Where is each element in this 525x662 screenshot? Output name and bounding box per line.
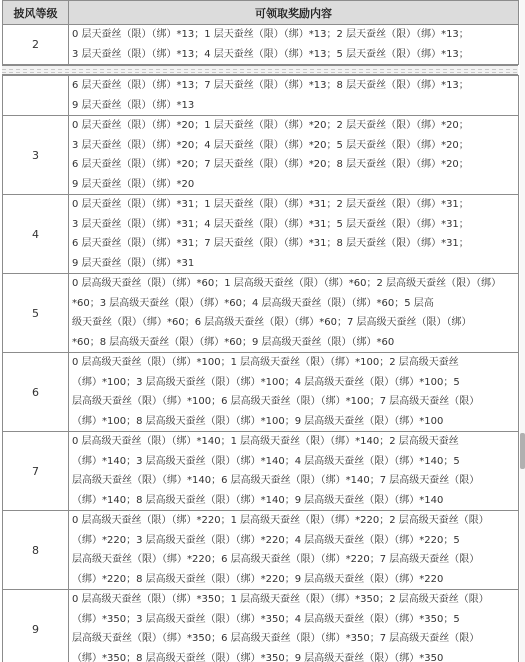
level-cell: 8 <box>3 511 69 590</box>
reward-cell <box>69 274 519 353</box>
level-cell: 9 <box>3 590 69 662</box>
reward-line: 3 层天蚕丝（限）（绑）*31；4 层天蚕丝（限）（绑）*31；5 层天蚕丝（限）（绑）*31； <box>72 218 469 230</box>
reward-line: 3 层天蚕丝（限）（绑）*20；4 层天蚕丝（限）（绑）*20；5 层天蚕丝（限）（绑）*20； <box>72 139 469 151</box>
table-row <box>3 432 519 511</box>
table-row <box>3 353 519 432</box>
reward-line: 级天蚕丝（限）（绑）*60；6 层高级天蚕丝（限）（绑）*60；7 层高级天蚕丝（限）（绑） <box>72 317 472 328</box>
table-row <box>3 590 519 662</box>
reward-line: 3 层天蚕丝（限）（绑）*13；4 层天蚕丝（限）（绑）*13；5 层天蚕丝（限）（绑）*13； <box>72 48 469 60</box>
reward-line: 0 层高级天蚕丝（限）（绑）*350；1 层高级天蚕丝（限）（绑）*350；2 层高级天蚕丝（限） <box>72 594 489 605</box>
table-header-row <box>3 1 519 25</box>
column-header-reward: 可领取奖励内容 <box>69 1 519 25</box>
reward-line: （绑）*140；3 层高级天蚕丝（限）（绑）*140；4 层高级天蚕丝（限）（绑）*140；5 <box>72 455 460 467</box>
reward-table-top <box>2 0 519 65</box>
reward-cell <box>69 432 519 511</box>
reward-cell <box>69 353 519 432</box>
level-cell: 3 <box>3 116 69 195</box>
table-row <box>3 76 519 116</box>
reward-line: （绑）*350；8 层高级天蚕丝（限）（绑）*350；9 层高级天蚕丝（限）（绑）*350 <box>72 652 444 662</box>
page-cut-separator <box>2 65 518 75</box>
reward-line: 0 层天蚕丝（限）（绑）*20；1 层天蚕丝（限）（绑）*20；2 层天蚕丝（限）（绑）*20； <box>72 120 469 131</box>
reward-line: 9 层天蚕丝（限）（绑）*31 <box>72 257 195 269</box>
reward-line: 6 层天蚕丝（限）（绑）*20；7 层天蚕丝（限）（绑）*20；8 层天蚕丝（限）（绑）*20； <box>72 159 469 170</box>
reward-line: 0 层高级天蚕丝（限）（绑）*140；1 层高级天蚕丝（限）（绑）*140；2 层高级天蚕丝 <box>72 436 459 447</box>
reward-line: 0 层高级天蚕丝（限）（绑）*60；1 层高级天蚕丝（限）（绑）*60；2 层高级天蚕丝（限）（绑） <box>72 278 502 289</box>
reward-line: 层高级天蚕丝（限）（绑）*100；6 层高级天蚕丝（限）（绑）*100；7 层高级天蚕丝（限） <box>72 396 480 407</box>
reward-cell <box>69 195 519 274</box>
reward-line: 6 层天蚕丝（限）（绑）*31；7 层天蚕丝（限）（绑）*31；8 层天蚕丝（限）（绑）*31； <box>72 238 469 249</box>
reward-line: 0 层高级天蚕丝（限）（绑）*100；1 层高级天蚕丝（限）（绑）*100；2 层高级天蚕丝 <box>72 357 459 368</box>
reward-cell <box>69 25 519 65</box>
reward-line: 0 层高级天蚕丝（限）（绑）*220；1 层高级天蚕丝（限）（绑）*220；2 层高级天蚕丝（限） <box>72 515 489 526</box>
reward-cell <box>69 511 519 590</box>
reward-line: 6 层天蚕丝（限）（绑）*13；7 层天蚕丝（限）（绑）*13；8 层天蚕丝（限）（绑）*13； <box>72 80 469 91</box>
reward-cell <box>69 590 519 662</box>
reward-cell <box>69 116 519 195</box>
level-cell: 4 <box>3 195 69 274</box>
table-row <box>3 116 519 195</box>
reward-line: 9 层天蚕丝（限）（绑）*20 <box>72 178 195 190</box>
reward-line: 0 层天蚕丝（限）（绑）*13；1 层天蚕丝（限）（绑）*13；2 层天蚕丝（限）（绑）*13； <box>72 29 469 40</box>
table-row <box>3 511 519 590</box>
reward-cell <box>69 76 519 116</box>
level-cell: 2 <box>3 25 69 65</box>
reward-line: （绑）*220；8 层高级天蚕丝（限）（绑）*220；9 层高级天蚕丝（限）（绑）*220 <box>72 573 444 585</box>
reward-line: 9 层天蚕丝（限）（绑）*13 <box>72 99 195 111</box>
scrollbar-track[interactable] <box>520 0 525 662</box>
reward-line: （绑）*140；8 层高级天蚕丝（限）（绑）*140；9 层高级天蚕丝（限）（绑）*140 <box>72 494 444 506</box>
column-header-level: 披风等级 <box>3 1 69 25</box>
reward-line: 层高级天蚕丝（限）（绑）*220；6 层高级天蚕丝（限）（绑）*220；7 层高级天蚕丝（限） <box>72 554 480 565</box>
reward-line: （绑）*100；3 层高级天蚕丝（限）（绑）*100；4 层高级天蚕丝（限）（绑）*100；5 <box>72 376 460 388</box>
level-cell <box>3 76 69 116</box>
scrollbar-handle[interactable] <box>520 433 525 469</box>
reward-line: 层高级天蚕丝（限）（绑）*140；6 层高级天蚕丝（限）（绑）*140；7 层高级天蚕丝（限） <box>72 475 480 486</box>
table-row <box>3 195 519 274</box>
level-cell: 7 <box>3 432 69 511</box>
reward-line: *60；8 层高级天蚕丝（限）（绑）*60；9 层高级天蚕丝（限）（绑）*60 <box>72 336 395 348</box>
level-cell: 6 <box>3 353 69 432</box>
table-row <box>3 274 519 353</box>
table-row <box>3 25 519 65</box>
level-cell: 5 <box>3 274 69 353</box>
reward-line: （绑）*350；3 层高级天蚕丝（限）（绑）*350；4 层高级天蚕丝（限）（绑）*350；5 <box>72 613 460 625</box>
reward-line: 0 层天蚕丝（限）（绑）*31；1 层天蚕丝（限）（绑）*31；2 层天蚕丝（限）（绑）*31； <box>72 199 469 210</box>
reward-line: （绑）*220；3 层高级天蚕丝（限）（绑）*220；4 层高级天蚕丝（限）（绑）*220；5 <box>72 534 460 546</box>
reward-table-bottom <box>2 75 519 662</box>
reward-line: （绑）*100；8 层高级天蚕丝（限）（绑）*100；9 层高级天蚕丝（限）（绑）*100 <box>72 415 444 427</box>
reward-line: 层高级天蚕丝（限）（绑）*350；6 层高级天蚕丝（限）（绑）*350；7 层高级天蚕丝（限） <box>72 633 480 644</box>
reward-line: *60；3 层高级天蚕丝（限）（绑）*60；4 层高级天蚕丝（限）（绑）*60；5 层高 <box>72 297 434 309</box>
